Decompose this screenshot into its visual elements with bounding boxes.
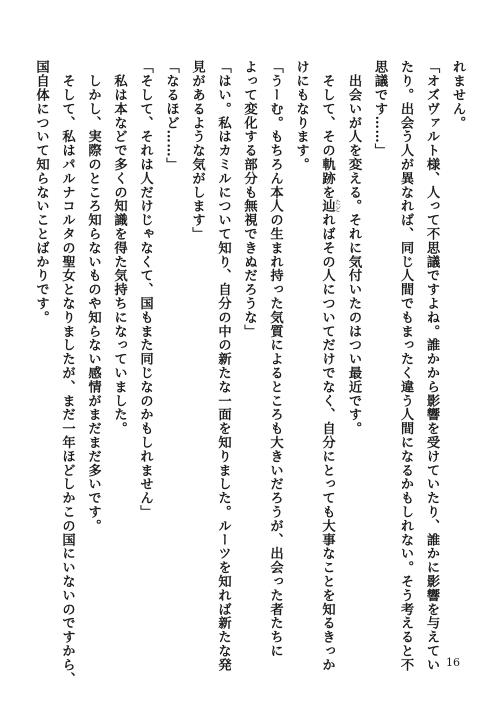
ruby-base: 辿 <box>319 199 335 213</box>
text-line: よって変化する部分も無視できぬだろうな」 <box>241 60 257 338</box>
text-line: 「うーむ。もちろん本人の生まれ持った気質によるところも大きいだろうが、出会った者たちに <box>267 60 283 658</box>
ruby-reading: たど <box>333 199 341 213</box>
text-line: しかし、実際のところ知らないものや知らない感情がまだまだ多いです。 <box>85 60 101 533</box>
page-number: 16 <box>446 656 460 669</box>
text-line-with-ruby <box>314 60 341 672</box>
text-line: れません。 <box>450 60 465 130</box>
text-line: 見があるような気がします」 <box>189 60 205 241</box>
text-line: 「なるほど……」 <box>163 60 179 172</box>
text-line: 私は本などで多くの知識を得た気持ちになっていました。 <box>111 60 127 436</box>
ruby-line-after: ればその人についてだけでなく、自分にとっても大事なことを知るきっか <box>319 212 335 672</box>
text-line: たり。出会う人が異なれば、同じ人間でもまったく違う人間になるかもしれない。そう考えると不 <box>398 60 413 672</box>
text-line: 出会いが人を変える。それに気付いたのはつい最近です。 <box>346 60 361 436</box>
text-line: けにもなります。 <box>293 60 309 172</box>
ruby-annotation <box>319 199 341 213</box>
text-line: 「はい。私はカミルについて知り、自分の中の新たな一面を知りました。ルーツを知れば新たな発 <box>215 60 231 672</box>
text-line: そして、私はパルナコルタの聖女となりましたが、まだ一年ほどしかこの国にいないのですから、 <box>59 60 75 686</box>
text-line: 思議です……」 <box>372 60 387 158</box>
text-line: 国自体について知らないことばかりです。 <box>33 60 49 325</box>
ruby-line-before: そして、その軌跡を <box>319 60 335 199</box>
text-line: 「そして、それは人だけじゃなくて、国もまた同じなのかもしれません」 <box>137 60 153 519</box>
text-line: 「オズヴァルト様、人って不思議ですよね。誰かから影響を受けていたり、誰かに影響を与えてい <box>424 60 439 672</box>
